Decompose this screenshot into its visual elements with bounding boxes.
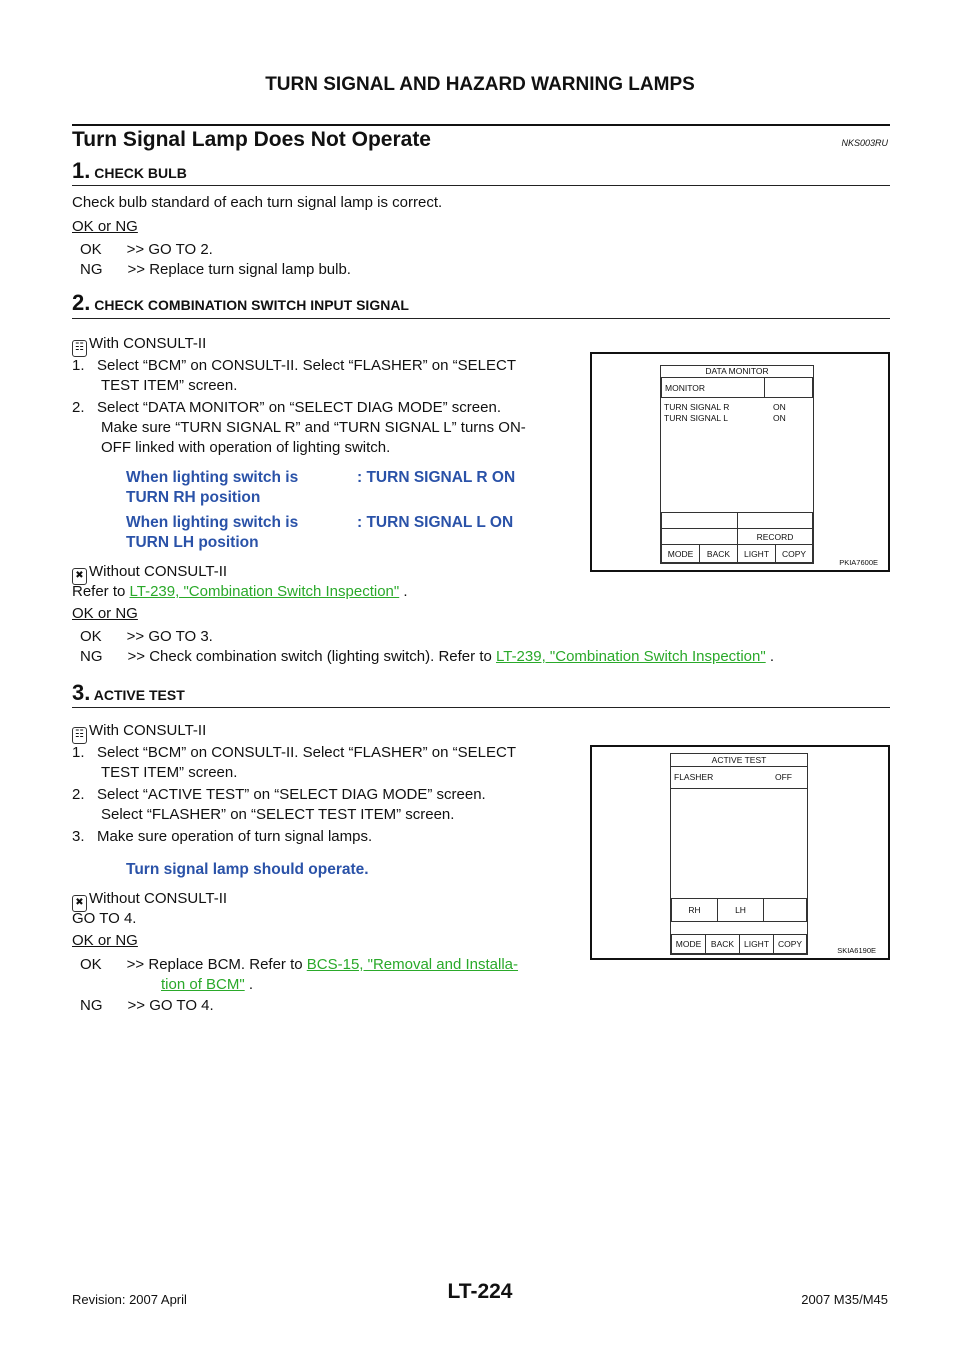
without-consult-text: Without CONSULT-II bbox=[89, 890, 228, 907]
monitor-column-header: MONITOR bbox=[661, 377, 765, 398]
monitor-value-l: ON bbox=[773, 413, 786, 423]
list-item-2-cont: Make sure “TURN SIGNAL R” and “TURN SIGNAL L” turns ON- bbox=[101, 419, 526, 436]
list-item-3: 3. Make sure operation of turn signal lamps. bbox=[72, 828, 373, 845]
condition-line: TURN LH position bbox=[126, 534, 259, 551]
consult-screen bbox=[660, 365, 814, 564]
consult-screen bbox=[670, 753, 808, 955]
ok-result: OK >> GO TO 3. bbox=[80, 628, 213, 645]
monitor-item-l: TURN SIGNAL L bbox=[664, 413, 728, 423]
condition-label bbox=[126, 468, 298, 508]
consult-tool-icon: ☷ bbox=[72, 340, 87, 357]
revision-text: Revision: 2007 April bbox=[72, 1292, 187, 1307]
monitor-value-r: ON bbox=[773, 402, 786, 412]
test-item-value: OFF bbox=[775, 772, 792, 782]
step-title: ACTIVE TEST bbox=[93, 687, 185, 703]
with-consult-line bbox=[72, 334, 206, 357]
mode-button: MODE bbox=[661, 544, 700, 563]
model-text: 2007 M35/M45 bbox=[801, 1292, 888, 1307]
condition-label bbox=[126, 513, 298, 553]
period: . bbox=[765, 648, 775, 665]
copy-button: COPY bbox=[773, 934, 807, 954]
rh-button: RH bbox=[671, 898, 718, 922]
list-item-1-cont: TEST ITEM” screen. bbox=[101, 764, 238, 781]
ok-result-line bbox=[80, 955, 518, 975]
step-1-body: Check bulb standard of each turn signal lamp is correct. bbox=[72, 194, 443, 211]
test-item-label: FLASHER bbox=[674, 772, 714, 782]
screen-title: DATA MONITOR bbox=[661, 366, 813, 378]
goto-text: GO TO 4. bbox=[72, 910, 137, 927]
with-consult-text: With CONSULT-II bbox=[89, 335, 207, 352]
step-title: CHECK COMBINATION SWITCH INPUT SIGNAL bbox=[94, 297, 409, 313]
screen-title: ACTIVE TEST bbox=[671, 754, 807, 767]
consult-tool-icon: ☷ bbox=[72, 727, 87, 744]
condition-value: : TURN SIGNAL R ON bbox=[357, 469, 516, 486]
light-button: LIGHT bbox=[737, 544, 776, 563]
ok-result-cont bbox=[161, 975, 253, 995]
active-test-figure bbox=[590, 745, 890, 960]
no-tool-icon: ✖ bbox=[72, 568, 87, 585]
figure-code: SKIA6190E bbox=[837, 946, 876, 955]
blank-button bbox=[661, 512, 738, 529]
period: . bbox=[399, 583, 408, 600]
blank-button bbox=[661, 528, 738, 545]
step-rule bbox=[72, 185, 890, 186]
period: . bbox=[244, 976, 254, 993]
refer-text: Refer to bbox=[72, 583, 126, 600]
condition-value: : TURN SIGNAL L ON bbox=[357, 514, 514, 531]
combination-switch-link[interactable]: LT-239, "Combination Switch Inspection" bbox=[129, 583, 400, 600]
with-consult-line bbox=[72, 721, 206, 744]
section-title: Turn Signal Lamp Does Not Operate bbox=[72, 128, 431, 151]
copy-button: COPY bbox=[775, 544, 813, 563]
ng-result: NG >> Check combination switch (lighting switch). Refer to bbox=[80, 648, 492, 665]
mode-button: MODE bbox=[671, 934, 706, 954]
condition-line: When lighting switch is bbox=[126, 514, 299, 531]
blank-button bbox=[763, 898, 807, 922]
ok-result: OK >> GO TO 2. bbox=[80, 241, 213, 258]
section-code: NKS003RU bbox=[841, 138, 888, 148]
ng-result: NG >> Replace turn signal lamp bulb. bbox=[80, 261, 351, 278]
figure-code: PKIA7600E bbox=[839, 558, 878, 567]
list-item-2: 2. Select “DATA MONITOR” on “SELECT DIAG MODE” screen. bbox=[72, 399, 501, 416]
condition-line: When lighting switch is bbox=[126, 469, 299, 486]
condition-line: TURN RH position bbox=[126, 489, 261, 506]
value-column-header bbox=[764, 377, 813, 398]
no-tool-icon: ✖ bbox=[72, 895, 87, 912]
combination-switch-link[interactable]: LT-239, "Combination Switch Inspection" bbox=[496, 648, 766, 665]
step-rule bbox=[72, 707, 890, 708]
ok-or-ng-label: OK or NG bbox=[72, 605, 138, 622]
list-item-2-cont: OFF linked with operation of lighting switch. bbox=[101, 439, 391, 456]
step-1-heading bbox=[72, 158, 187, 184]
blank-button bbox=[737, 512, 813, 529]
lh-button: LH bbox=[717, 898, 764, 922]
ok-or-ng-label: OK or NG bbox=[72, 932, 138, 949]
step-title: CHECK BULB bbox=[94, 165, 187, 181]
light-button: LIGHT bbox=[739, 934, 774, 954]
list-item-2-cont: Select “FLASHER” on “SELECT TEST ITEM” screen. bbox=[101, 806, 455, 823]
step-number: 3. bbox=[72, 680, 91, 705]
monitor-item-r: TURN SIGNAL R bbox=[664, 402, 730, 412]
page-number: LT-224 bbox=[447, 1280, 513, 1303]
refer-line bbox=[72, 582, 408, 602]
back-button: BACK bbox=[705, 934, 740, 954]
step-number: 2. bbox=[72, 290, 91, 315]
bcm-removal-link[interactable]: tion of BCM" bbox=[161, 976, 245, 993]
without-consult-text: Without CONSULT-II bbox=[89, 563, 228, 580]
list-item-2: 2. Select “ACTIVE TEST” on “SELECT DIAG MODE” screen. bbox=[72, 786, 486, 803]
step-2-heading bbox=[72, 290, 409, 316]
with-consult-text: With CONSULT-II bbox=[89, 722, 207, 739]
list-item-1: 1. Select “BCM” on CONSULT-II. Select “FLASHER” on “SELECT bbox=[72, 357, 517, 374]
record-button: RECORD bbox=[737, 528, 813, 545]
data-monitor-figure bbox=[590, 352, 890, 572]
list-item-1: 1. Select “BCM” on CONSULT-II. Select “FLASHER” on “SELECT bbox=[72, 744, 517, 761]
ok-or-ng-label: OK or NG bbox=[72, 218, 138, 235]
condition-text: Turn signal lamp should operate. bbox=[126, 861, 369, 878]
header-rule bbox=[72, 124, 890, 126]
ng-result-line bbox=[80, 647, 774, 667]
bcm-removal-link[interactable]: BCS-15, "Removal and Installa- bbox=[306, 956, 519, 973]
list-item-1-cont: TEST ITEM” screen. bbox=[101, 377, 238, 394]
page-header-title: TURN SIGNAL AND HAZARD WARNING LAMPS bbox=[265, 74, 695, 95]
ng-result: NG >> GO TO 4. bbox=[80, 997, 214, 1014]
step-3-heading bbox=[72, 680, 185, 706]
step-number: 1. bbox=[72, 158, 91, 183]
ok-result: OK >> Replace BCM. Refer to bbox=[80, 956, 303, 973]
back-button: BACK bbox=[699, 544, 738, 563]
step-rule bbox=[72, 318, 890, 319]
